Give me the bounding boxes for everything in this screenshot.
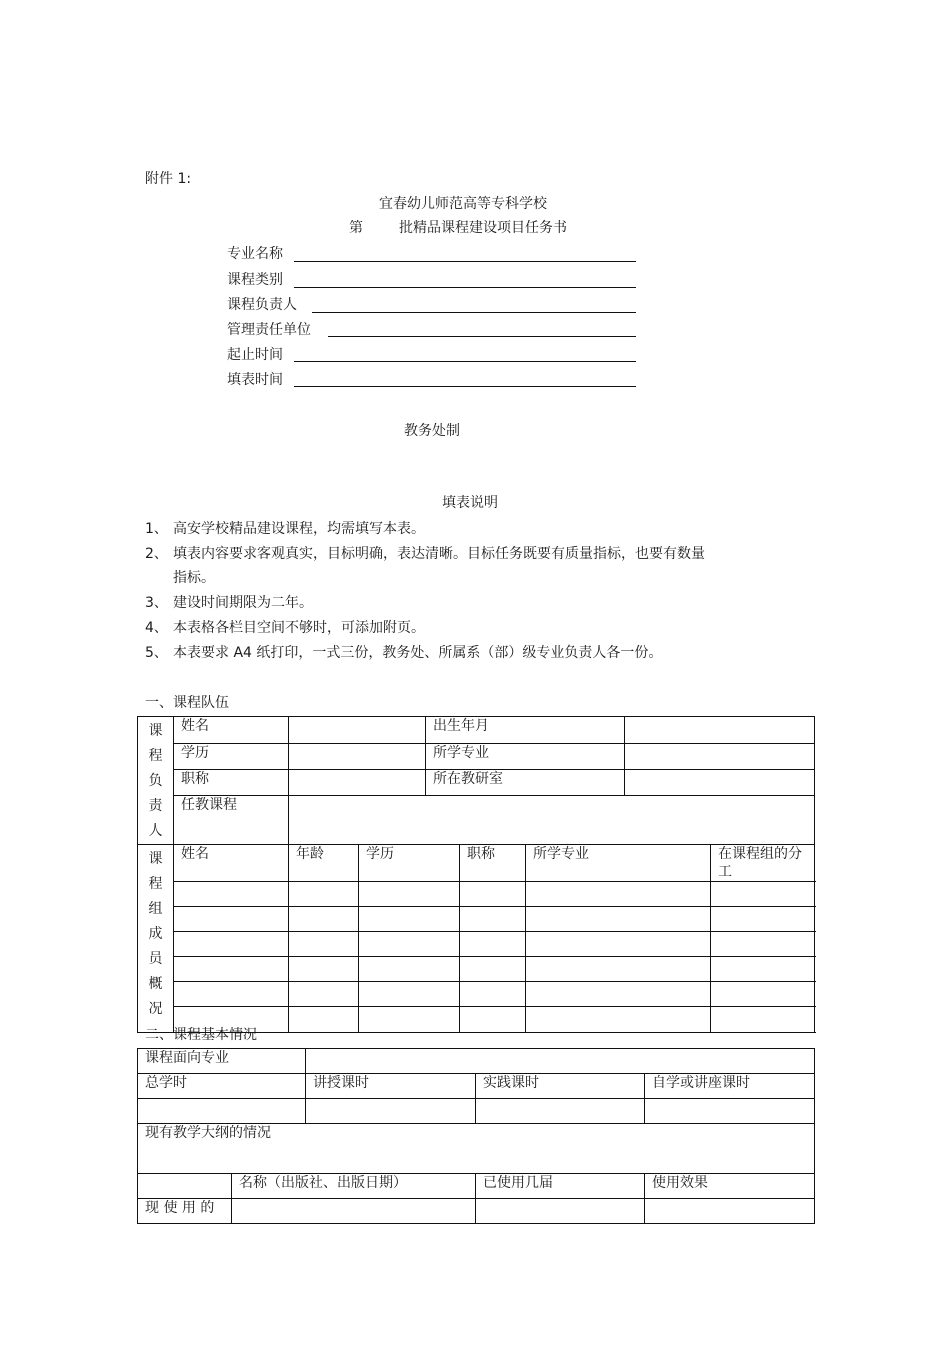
field-line-leader[interactable] (312, 312, 636, 313)
leader-rank-value[interactable] (289, 769, 426, 796)
hours-practice-label: 实践课时 (476, 1074, 645, 1099)
field-label-period: 起止时间 (227, 347, 283, 363)
field-label-major: 专业名称 (227, 246, 283, 262)
syllabus-cell[interactable]: 现有教学大纲的情况 (138, 1124, 815, 1174)
leader-major-label: 所学专业 (426, 743, 625, 769)
leader-rank-label: 职称 (174, 769, 289, 796)
member-row (138, 907, 815, 932)
field-line-period[interactable] (294, 361, 636, 362)
member-row (138, 982, 815, 1007)
textbook-header-years: 已使用几届 (476, 1174, 645, 1199)
leader-education-value[interactable] (289, 743, 426, 769)
course-basic-table (137, 1048, 815, 1224)
textbook-header-effect: 使用效果 (645, 1174, 815, 1199)
member-row (138, 882, 815, 907)
member-row (138, 957, 815, 982)
member-header-age: 年龄 (289, 845, 359, 882)
hours-self-study-label: 自学或讲座课时 (645, 1074, 815, 1099)
members-vertical-label: 课 程 组 成 员 概 况 (138, 845, 174, 1033)
section2-title: 二、课程基本情况 (145, 1027, 257, 1043)
field-line-category[interactable] (294, 287, 636, 288)
member-row (138, 932, 815, 957)
hours-lecture-label: 讲授课时 (306, 1074, 476, 1099)
member-header-role: 在课程组的分工 (711, 845, 815, 882)
leader-birth-value[interactable] (625, 717, 815, 744)
target-major-label: 课程面向专业 (138, 1049, 306, 1074)
hours-practice-value[interactable] (476, 1099, 645, 1124)
course-team-table (137, 716, 815, 1033)
task-book-title: 批精品课程建设项目任务书 (399, 220, 567, 236)
hours-self-study-value[interactable] (645, 1099, 815, 1124)
leader-courses-label: 任教课程 (174, 796, 289, 845)
hours-lecture-value[interactable] (306, 1099, 476, 1124)
textbook-name-value[interactable] (232, 1199, 476, 1224)
field-label-unit: 管理责任单位 (227, 322, 311, 338)
section1-title: 一、课程队伍 (145, 695, 229, 711)
attachment-label: 附件 1: (145, 171, 192, 187)
textbook-blank-cell (138, 1174, 232, 1199)
leader-vertical-label: 课 程 负 责 人 (138, 717, 174, 845)
member-header-rank: 职称 (460, 845, 526, 882)
leader-name-value[interactable] (289, 717, 426, 744)
leader-courses-value[interactable] (289, 796, 815, 845)
textbook-years-value[interactable] (476, 1199, 645, 1224)
field-line-unit[interactable] (328, 336, 636, 337)
textbook-header-name: 名称（出版社、出版日期） (232, 1174, 476, 1199)
school-name: 宜春幼儿师范高等专科学校 (379, 196, 547, 212)
leader-office-label: 所在教研室 (426, 769, 625, 796)
leader-birth-label: 出生年月 (426, 717, 625, 744)
instructions-title: 填表说明 (442, 495, 498, 511)
field-label-leader: 课程负责人 (227, 297, 297, 313)
current-use-label: 现 使 用 的 (138, 1199, 232, 1224)
field-line-fill-date[interactable] (294, 386, 636, 387)
issuer: 教务处制 (404, 423, 460, 439)
textbook-effect-value[interactable] (645, 1199, 815, 1224)
instruction-item: 3、 建设时间期限为二年。 (145, 595, 313, 611)
task-book-prefix: 第 (349, 220, 363, 236)
leader-education-label: 学历 (174, 743, 289, 769)
instruction-item: 5、 本表要求 A4 纸打印，一式三份，教务处、所属系（部）级专业负责人各一份。 (145, 645, 663, 661)
instruction-item: 1、 高安学校精品建设课程，均需填写本表。 (145, 521, 425, 537)
hours-total-value[interactable] (138, 1099, 306, 1124)
leader-office-value[interactable] (625, 769, 815, 796)
field-line-major[interactable] (294, 261, 636, 262)
field-label-fill-date: 填表时间 (227, 372, 283, 388)
member-header-education: 学历 (359, 845, 460, 882)
member-header-name: 姓名 (174, 845, 289, 882)
target-major-value[interactable] (306, 1049, 815, 1074)
instruction-item: 4、 本表格各栏目空间不够时，可添加附页。 (145, 620, 425, 636)
leader-name-label: 姓名 (174, 717, 289, 744)
instruction-item-continued: 指标。 (173, 570, 215, 586)
leader-major-value[interactable] (625, 743, 815, 769)
instruction-item: 2、 填表内容要求客观真实，目标明确，表达清晰。目标任务既要有质量指标，也要有数量 (145, 546, 705, 562)
hours-total-label: 总学时 (138, 1074, 306, 1099)
member-header-major: 所学专业 (526, 845, 711, 882)
field-label-category: 课程类别 (227, 272, 283, 288)
